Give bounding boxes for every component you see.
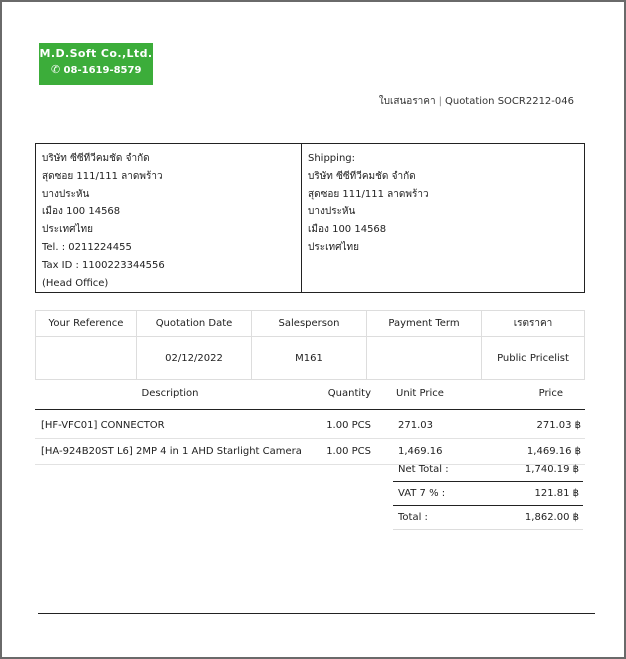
totals-block bbox=[393, 458, 583, 530]
header-price-rate: เรตราคา bbox=[482, 311, 585, 337]
billing-line: ประเทศไทย bbox=[42, 224, 93, 236]
shipping-line: เมือง 100 14568 bbox=[308, 224, 387, 236]
shipping-line: บริษัท ซีซีทีวีคมชัด จำกัด bbox=[308, 170, 416, 182]
value-payment-term bbox=[367, 337, 482, 380]
info-header-row bbox=[36, 311, 585, 337]
grand-total-value: 1,862.00 ฿ bbox=[524, 512, 579, 523]
lines-header-row bbox=[35, 378, 585, 410]
header-description: Description bbox=[35, 378, 306, 410]
billing-line: สุดซอย 111/111 ลาดพร้าว bbox=[42, 170, 163, 182]
shipping-line: บางประหัน bbox=[308, 206, 356, 218]
billing-phone: Tel. : 0211224455 bbox=[42, 241, 132, 253]
phone-icon: ✆ bbox=[50, 63, 61, 76]
net-total-label: Net Total : bbox=[398, 464, 449, 475]
order-lines-table bbox=[35, 378, 585, 465]
net-total-value: 1,740.19 ฿ bbox=[524, 464, 579, 475]
value-quotation-date: 02/12/2022 bbox=[137, 337, 252, 380]
header-quantity: Quantity bbox=[306, 378, 372, 410]
header-price: Price bbox=[487, 378, 585, 410]
table-row bbox=[35, 410, 585, 439]
vat-label: VAT 7 % : bbox=[398, 488, 446, 499]
line-price: 271.03 ฿ bbox=[487, 410, 585, 439]
info-value-row bbox=[36, 337, 585, 380]
billing-address bbox=[36, 144, 302, 292]
header-your-reference: Your Reference bbox=[36, 311, 137, 337]
billing-branch: (Head Office) bbox=[42, 277, 109, 289]
header-payment-term: Payment Term bbox=[367, 311, 482, 337]
vat-value: 121.81 ฿ bbox=[534, 488, 579, 499]
footer-divider bbox=[38, 613, 595, 614]
shipping-label: Shipping: bbox=[308, 153, 355, 164]
grand-total-row bbox=[393, 506, 583, 530]
net-total-row bbox=[393, 458, 583, 482]
header-quotation-date: Quotation Date bbox=[137, 311, 252, 337]
billing-line: บริษัท ซีซีทีวีคมชัด จำกัด bbox=[42, 153, 150, 164]
grand-total-label: Total : bbox=[398, 512, 428, 523]
company-phone: 08-1619-8579 bbox=[63, 65, 142, 76]
line-unit-price: 1,469.16 bbox=[372, 439, 487, 465]
value-price-rate: Public Pricelist bbox=[482, 337, 585, 380]
document-title-en: Quotation SOCR2212-046 bbox=[444, 96, 574, 107]
vat-row bbox=[393, 482, 583, 506]
billing-line: เมือง 100 14568 bbox=[42, 206, 121, 218]
line-unit-price: 271.03 bbox=[372, 410, 487, 439]
value-salesperson: M161 bbox=[252, 337, 367, 380]
document-title bbox=[379, 94, 574, 109]
company-logo bbox=[39, 43, 153, 85]
title-separator: | bbox=[438, 96, 442, 107]
line-description: [HF-VFC01] CONNECTOR bbox=[35, 410, 306, 439]
shipping-line: สุดซอย 111/111 ลาดพร้าว bbox=[308, 188, 429, 200]
line-price: 1,469.16 ฿ bbox=[487, 439, 585, 465]
quotation-info-table bbox=[35, 310, 585, 380]
billing-line: บางประหัน bbox=[42, 188, 90, 200]
shipping-address bbox=[302, 144, 584, 292]
address-box bbox=[35, 143, 585, 293]
company-name: M.D.Soft Co.,Ltd. bbox=[39, 47, 153, 60]
value-your-reference bbox=[36, 337, 137, 380]
company-phone-row bbox=[39, 63, 153, 76]
line-quantity: 1.00 PCS bbox=[306, 439, 372, 465]
header-unit-price: Unit Price bbox=[372, 378, 487, 410]
line-quantity: 1.00 PCS bbox=[306, 410, 372, 439]
billing-tax-id: Tax ID : 1100223344556 bbox=[42, 259, 165, 271]
shipping-line: ประเทศไทย bbox=[308, 241, 359, 253]
header-salesperson: Salesperson bbox=[252, 311, 367, 337]
line-description: [HA-924B20ST L6] 2MP 4 in 1 AHD Starlight Camera bbox=[35, 439, 306, 465]
document-title-thai: ใบเสนอราคา bbox=[378, 96, 436, 107]
